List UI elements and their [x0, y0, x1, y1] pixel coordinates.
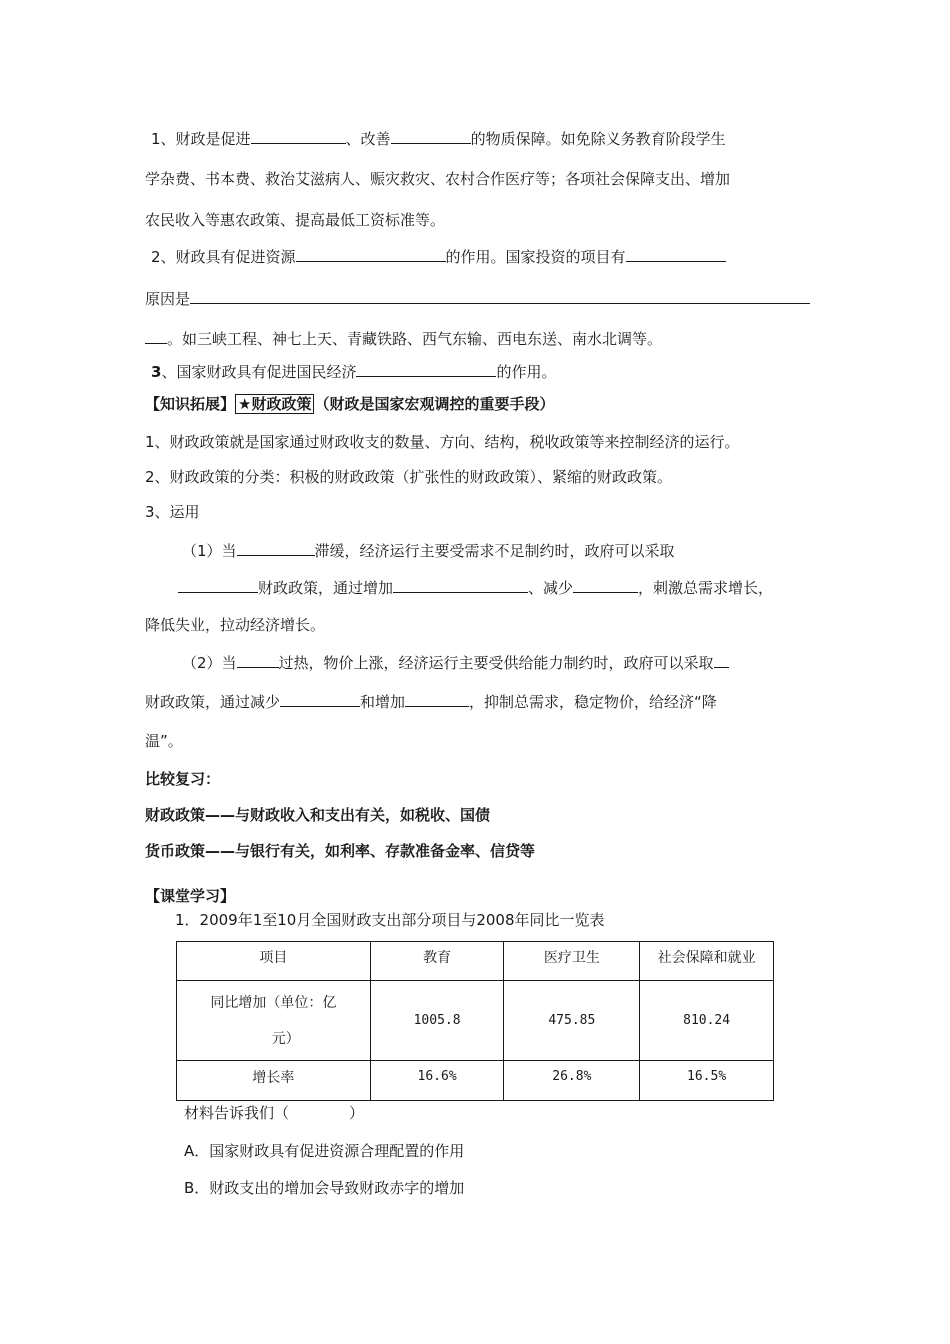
ext-p3: 3、运用 [145, 503, 200, 521]
classroom-question-intro: 1．2009年1至10月全国财政支出部分项目与2008年同比一览表 [175, 911, 605, 929]
use2-line2: 财政政策，通过减少 和增加 ，抑制总需求，稳定物价，给经济“降 [145, 693, 717, 711]
blank[interactable] [251, 128, 346, 144]
q1-line1: 1、财政是促进 、改善 的物质保障。如免除义务教育阶段学生 [151, 130, 726, 148]
expenditure-table [176, 941, 774, 1101]
header-cell: 社会保障和就业 [640, 942, 774, 981]
blank[interactable] [573, 577, 638, 593]
table-cell: 26.8% [504, 1061, 640, 1101]
classroom-title: 【课堂学习】 [145, 887, 236, 905]
blank[interactable] [237, 540, 315, 556]
use2-line3: 温”。 [145, 732, 183, 750]
blank[interactable] [280, 691, 360, 707]
header-cell: 医疗卫生 [504, 942, 640, 981]
fiscal-policy-box: ★财政政策 [235, 394, 314, 414]
row-label: 同比增加（单位：亿 元） [177, 981, 371, 1061]
header-cell: 项目 [177, 942, 371, 981]
q2-line1: 2、财政具有促进资源 的作用。国家投资的项目有 [151, 246, 726, 267]
blank[interactable] [178, 577, 258, 593]
table-header-row [177, 942, 774, 981]
option-b[interactable]: B．财政支出的增加会导致财政赤字的增加 [184, 1179, 465, 1197]
blank[interactable] [296, 246, 446, 262]
use2-line1: （2）当 过热，物价上涨，经济运行主要受供给能力制约时，政府可以采取 [182, 652, 729, 673]
table-cell: 16.6% [370, 1061, 504, 1101]
blank[interactable] [356, 361, 496, 377]
knowledge-extension-heading: 【知识拓展】 ★财政政策 （财政是国家宏观调控的重要手段） [145, 395, 555, 413]
q3-line: 3、国家财政具有促进国民经济 的作用。 [151, 363, 557, 381]
compare-fiscal: 财政政策——与财政收入和支出有关，如税收、国债 [145, 806, 491, 824]
ext-p2: 2、财政政策的分类：积极的财政政策（扩张性的财政政策）、紧缩的财政政策。 [145, 468, 673, 486]
table-cell: 16.5% [640, 1061, 774, 1101]
compare-monetary: 货币政策——与银行有关，如利率、存款准备金率、信贷等 [145, 842, 536, 860]
table-row [177, 1061, 774, 1101]
table-cell: 1005.8 [370, 981, 504, 1061]
blank[interactable] [393, 577, 528, 593]
table-cell: 475.85 [504, 981, 640, 1061]
question-stem: 材料告诉我们（ ） [184, 1104, 365, 1122]
q2-line2: 原因是 [145, 288, 810, 309]
use1-line1: （1）当 滞缓，经济运行主要受需求不足制约时，政府可以采取 [182, 542, 675, 560]
header-cell: 教育 [370, 942, 504, 981]
q1-line2: 学杂费、书本费、救治艾滋病人、赈灾救灾、农村合作医疗等；各项社会保障支出、增加 [145, 170, 731, 188]
blank[interactable] [714, 652, 729, 668]
compare-title: 比较复习： [145, 770, 221, 788]
table-row [177, 981, 774, 1061]
use1-line3: 降低失业，拉动经济增长。 [145, 616, 326, 634]
blank[interactable] [391, 128, 471, 144]
use1-line2: 财政政策，通过增加 、减少 ，刺激总需求增长， [178, 577, 773, 598]
option-a[interactable]: A．国家财政具有促进资源合理配置的作用 [184, 1142, 465, 1160]
row-label: 增长率 [177, 1061, 371, 1101]
blank[interactable] [237, 652, 279, 668]
blank[interactable] [405, 691, 469, 707]
blank[interactable] [626, 246, 726, 262]
blank[interactable] [145, 328, 167, 344]
ext-p1: 1、财政政策就是国家通过财政收支的数量、方向、结构，税收政策等来控制经济的运行。 [145, 433, 740, 451]
table-cell: 810.24 [640, 981, 774, 1061]
blank[interactable] [190, 288, 810, 304]
q2-line3: 。如三峡工程、神七上天、青藏铁路、西气东输、西电东送、南水北调等。 [145, 328, 662, 349]
q1-line3: 农民收入等惠农政策、提高最低工资标准等。 [145, 211, 446, 229]
